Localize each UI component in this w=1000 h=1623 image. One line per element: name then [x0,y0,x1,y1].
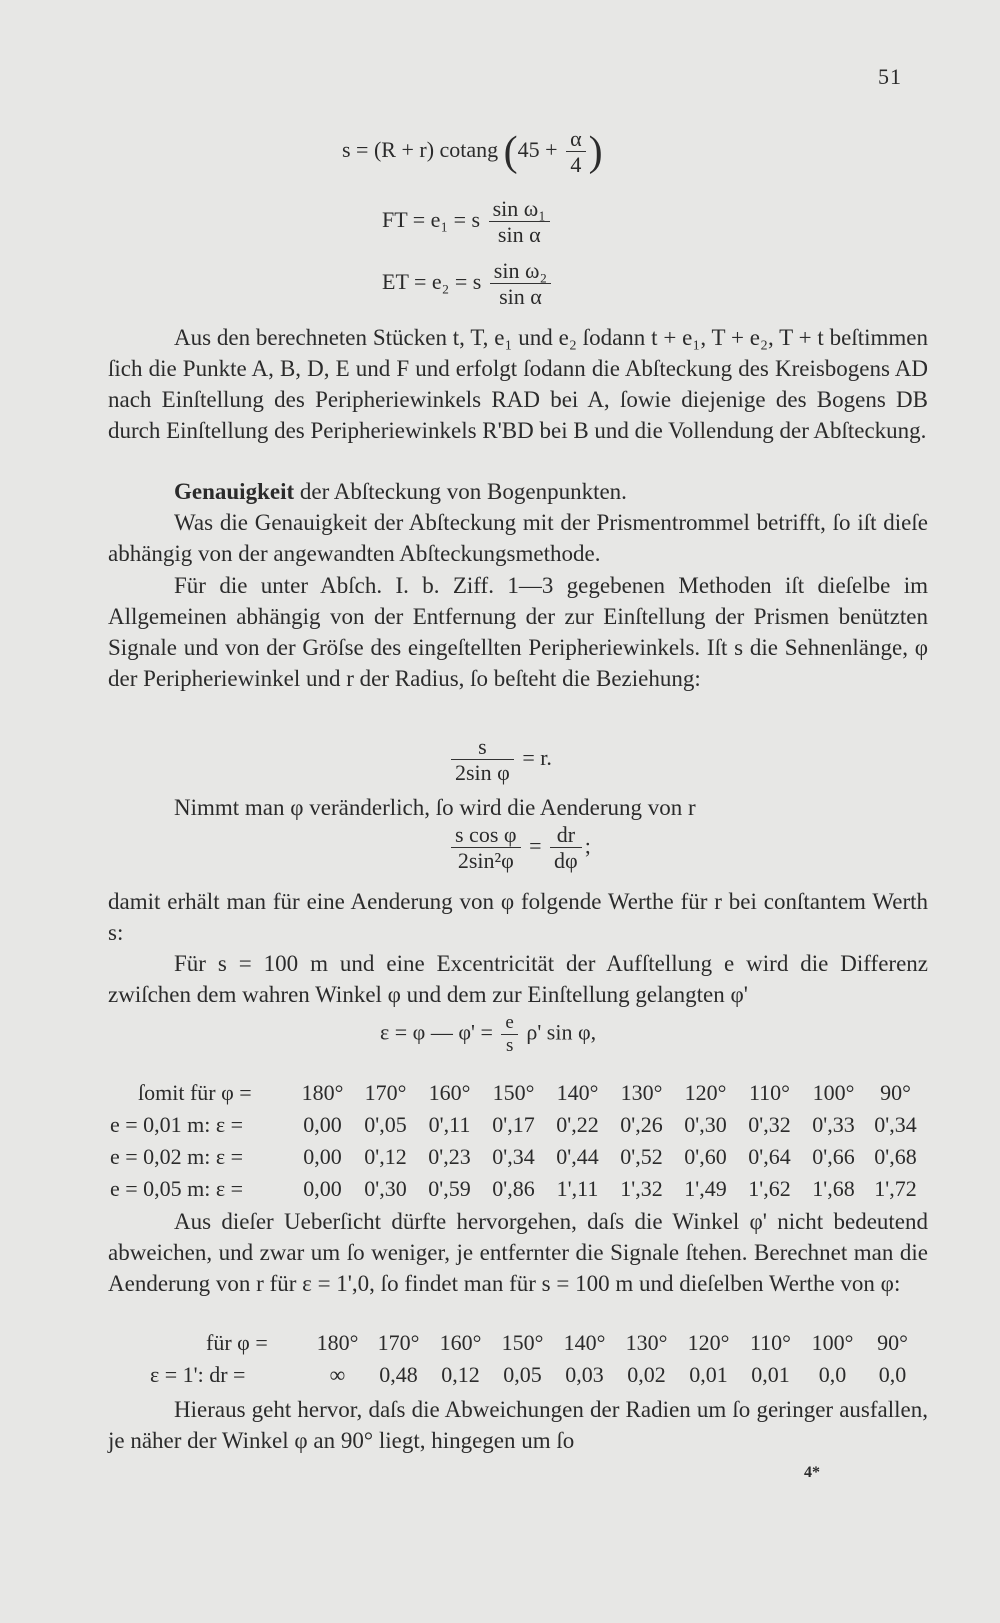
table-cell: 0',32 [748,1112,791,1137]
equation-rhs: ρ' sin φ, [526,1019,597,1045]
table-cell: 0',30 [684,1112,727,1137]
table-cell: 0',86 [492,1176,535,1201]
fraction [490,258,551,310]
left-paren: ( [503,128,518,175]
table2-header-label: für φ = [206,1330,268,1355]
paragraph-absteckung: Aus den berechneten Stücken t, T, e₁ und e₂ ſodann t + e₁, T + e₂, T + t beſtimmen ſich die Punkte A, B, D, E und F und erfolgt ſodann die Abſteckung des Kreisbogens AD nach Einſtellung des Peripheriewinkels RAD bei A, ſowie diejenige des Bogens DB durch Einſtellung des Peripheriewinkels R'BD bei B und die Vollendung der Abſteckung. [108,325,928,443]
table-cell: 170° [377,1330,420,1355]
table1-header-label: ſomit für φ = [138,1080,252,1105]
table-cell: 0,03 [565,1362,604,1387]
section-heading: Genauigkeit [174,479,295,504]
table-cell: 0,12 [441,1362,480,1387]
table-cell: 0',30 [364,1176,407,1201]
table1-header-row [138,1080,926,1106]
table-cell: 0',34 [874,1112,917,1137]
denominator: s [501,1034,517,1057]
table-cell: 140° [556,1080,599,1105]
table1-row-label: e = 0,05 m: ε = [110,1176,244,1201]
paragraph-hieraus: Hieraus geht hervor, daſs die Abweichungen der Radien um ſo geringer ausfallen, je näher der Winkel φ an 90° liegt, hingegen um ſo [108,1397,928,1453]
table-cell: ∞ [329,1362,346,1387]
table-cell: 0',66 [812,1144,855,1169]
equation-lhs: ε = φ — φ' = [380,1019,493,1045]
section-heading-rest: der Abſteckung von Bogenpunkten. [294,479,627,504]
table1-row-cells [292,1176,926,1202]
table-cell: 0',22 [556,1112,599,1137]
table-cell: 0,01 [751,1362,790,1387]
denominator: 2sin²φ [451,847,521,873]
table2-row-cells [308,1362,922,1388]
table2-row [150,1362,922,1388]
table-cell: 90° [880,1080,911,1105]
table-cell: 0,00 [303,1112,342,1137]
equals-sign: = [529,832,542,858]
denominator: dφ [550,847,582,873]
table-cell: 90° [877,1330,908,1355]
table-cell: 180° [316,1330,359,1355]
fraction [489,196,550,248]
table-cell: 1',49 [684,1176,727,1201]
page-number: 51 [878,64,902,89]
table-cell: 0,48 [379,1362,418,1387]
table-cell: 0',52 [620,1144,663,1169]
table-cell: 0,00 [303,1176,342,1201]
table-cell: 0',68 [874,1144,917,1169]
table-cell: 0',60 [684,1144,727,1169]
table-cell: 1',72 [874,1176,917,1201]
table-cell: 130° [625,1330,668,1355]
table1-row-cells [292,1112,926,1138]
table-cell: 160° [439,1330,482,1355]
equation-et [382,258,554,310]
table-cell: 0,0 [818,1362,847,1387]
table-cell: 1',68 [812,1176,855,1201]
equation-lhs: s = (R + r) cotang [342,136,499,162]
table2-header-row [206,1330,922,1356]
paragraph-ueberſicht: Aus dieſer Ueberſicht dürfte hervorgehen, daſs die Winkel φ' nicht bedeutend abweichen, und zwar um ſo weniger, je entfernter die Signale ſtehen. Berechnet man die Aenderung von r für ε = 1',0, ſo findet man für s = 100 m und dieſelben Werthe von φ: [108,1209,928,1296]
fraction [501,1012,517,1057]
denominator: sin α [489,221,550,247]
paragraph-veraenderlich: Nimmt man φ veränderlich, ſo wird die Aenderung von r [174,795,696,820]
numerator: s cos φ [455,822,517,847]
equation-cotang [342,126,603,178]
right-paren: ) [588,128,603,175]
table-cell: 1',62 [748,1176,791,1201]
printer-signature: 4* [804,1464,820,1481]
table-cell: 160° [428,1080,471,1105]
table1-header-cells [292,1080,926,1106]
table-cell: 150° [501,1330,544,1355]
table-cell: 0,02 [627,1362,666,1387]
paragraph-methoden: Für die unter Abſch. I. b. Ziff. 1—3 gegebenen Methoden iſt dieſelbe im Allgemeinen abhängig von der Entfernung der zur Einſtellung der Prismen benützten Signale und von der Gröſse des eingeſtellten Peripheriewinkels. Iſt s die Sehnenlänge, φ der Peripheriewinkel und r der Radius, ſo beſteht die Beziehung: [108,573,928,691]
table-cell: 0,0 [878,1362,907,1387]
table-cell: 0',17 [492,1112,535,1137]
table2-row-label: ε = 1': dr = [150,1362,246,1387]
table-cell: 1',11 [556,1176,599,1201]
equation-ft [382,196,553,248]
fraction-left [451,822,521,874]
table1-row [110,1176,926,1202]
table-cell: 120° [684,1080,727,1105]
numerator: α [570,126,582,151]
paragraph-werthe: damit erhält man für eine Aenderung von φ folgende Werthe für r bei conſtantem Werth s: [108,889,928,945]
table-cell: 170° [364,1080,407,1105]
numerator: sin ω₂ [493,258,548,283]
paragraph-genauigkeit-heading [108,476,928,507]
table1-row-label: e = 0,02 m: ε = [110,1144,244,1169]
numerator: sin ω₁ [492,196,546,221]
equation-inner: 45 + [517,136,558,162]
table1-row-label: e = 0,01 m: ε = [110,1112,244,1137]
table-cell: 0',23 [428,1144,471,1169]
numerator: s [478,734,487,759]
table2-header-cells [308,1330,922,1356]
table-cell: 0',59 [428,1176,471,1201]
table-cell: 0,05 [503,1362,542,1387]
table-cell: 110° [749,1080,790,1105]
denominator: 2sin φ [451,759,514,785]
paragraph-prismentrommel: Was die Genauigkeit der Abſteckung mit der Prismentrommel betrifft, ſo iſt dieſe abhängig von der angewandten Abſteckungsmethode. [108,510,928,566]
table-cell: 0',64 [748,1144,791,1169]
table-cell: 0',12 [364,1144,407,1169]
table-cell: 0,01 [689,1362,728,1387]
table-cell: 0',33 [812,1112,855,1137]
fraction-right [550,822,582,874]
table-cell: 140° [563,1330,606,1355]
table1-row-cells [292,1144,926,1170]
equation-epsilon [380,1012,596,1057]
fraction [451,734,514,786]
table-cell: 120° [687,1330,730,1355]
table-cell: 110° [750,1330,791,1355]
equation-rhs: = r. [522,744,552,770]
table-cell: 0',11 [428,1112,471,1137]
table-cell: 100° [812,1080,855,1105]
semicolon: ; [584,832,591,858]
denominator: sin α [490,283,551,309]
equation-lhs: FT = e₁ = s [382,206,481,232]
table-cell: 100° [811,1330,854,1355]
numerator: e [505,1012,514,1033]
table1-row [110,1144,926,1170]
equation-radius [448,734,552,786]
table-cell: 130° [620,1080,663,1105]
table-cell: 1',32 [620,1176,663,1201]
table-cell: 0,00 [303,1144,342,1169]
table-cell: 150° [492,1080,535,1105]
denominator: 4 [566,151,586,177]
numerator: dr [556,822,576,847]
equation-lhs: ET = e₂ = s [382,268,482,294]
paragraph-excentricitaet: Für s = 100 m und eine Excentricität der Aufſtellung e wird die Differenz zwiſchen dem wahren Winkel φ und dem zur Einſtellung gelangten φ' [108,951,928,1007]
table-cell: 180° [301,1080,344,1105]
table-cell: 0',26 [620,1112,663,1137]
fraction [566,126,586,178]
table-cell: 0',44 [556,1144,599,1169]
table-cell: 0',05 [364,1112,407,1137]
equation-derivative [448,822,591,874]
table1-row [110,1112,926,1138]
table-cell: 0',34 [492,1144,535,1169]
